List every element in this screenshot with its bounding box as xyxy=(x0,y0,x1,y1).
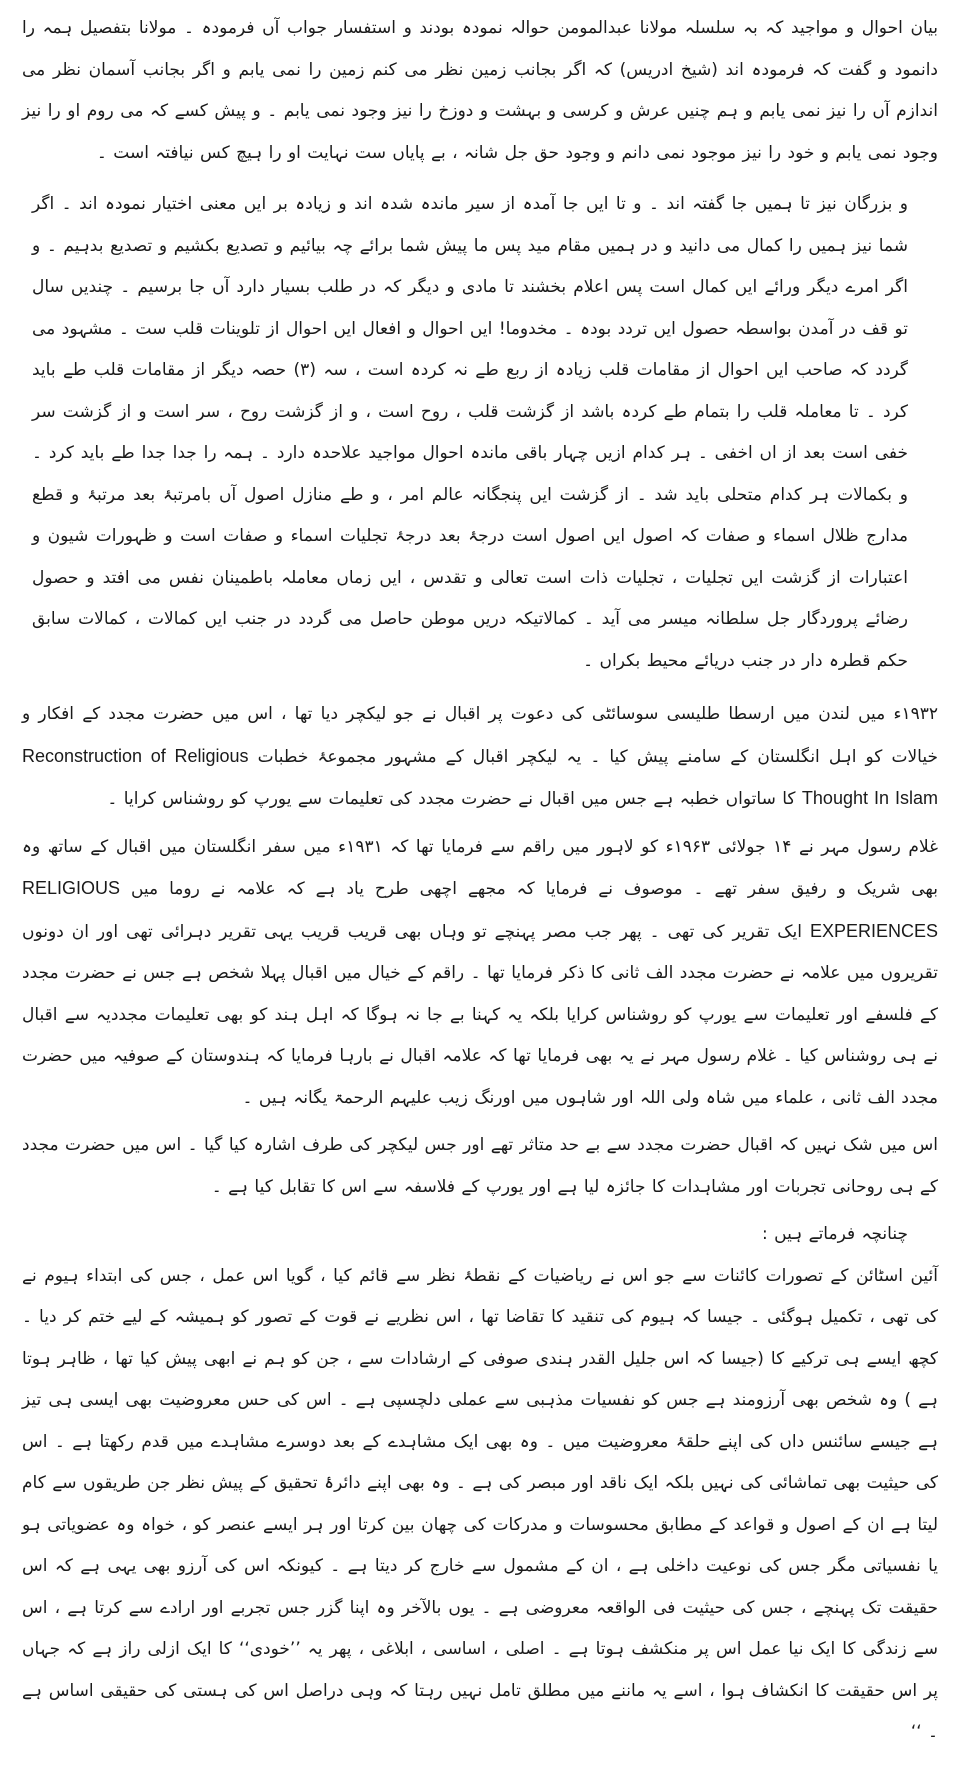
paragraph-london-lecture xyxy=(22,694,938,821)
paragraph-einstein-quote: آئین اسٹائن کے تصورات کائنات سے جو اس نے ریاضیات کے نقطۂ نظر سے قائم کیا ، گویا اس عمل ، جس کی ابتداء ہیوم نے کی تھی ، تکمیل ہوگئی ۔ جیسا کہ ہیوم کی تنقید کا تقاضا تھا ، اس نظریے نے قوت کے تصور کو ہمیشہ کے لیے ختم کر دیا ۔ کچھ ایسے ہی ترکیے کا (جیسا کہ اس جلیل القدر ہندی صوفی کے ارشادات سے ، جن کو ہم نے ابھی پیش کیا تھا ، ظاہر ہوتا ہے ) وہ شخص بھی آرزومند ہے جس کو نفسیات مذہبی سے عملی دلچسپی ہے ۔ اس کی حس معروضیت بھی ایسی ہی تیز ہے جیسے سائنس داں کی اپنے حلقۂ معروضیت میں ۔ وہ بھی ایک مشاہدے کے بعد دوسرے مشاہدے میں قدم رکھتا ہے ۔ اس کی حیثیت بھی تماشائی کی نہیں بلکہ ایک ناقد اور مبصر کی ہے ۔ وہ بھی اپنے دائرۂ تحقیق کے پیش نظر جن طریقوں سے کام لیتا ہے ان کے اصول و قواعد کے مطابق محسوسات و مدرکات کی چھان بین کرتا اور ہر ایسے عنصر کو ، خواہ وہ عضویاتی ہو یا نفسیاتی مگر جس کی نوعیت داخلی ہے ، ان کے مشمول سے خارج کر دیتا ہے ۔ کیونکہ اس کی آرزو بھی یہی ہے کہ اس حقیقت تک پہنچے ، جس کی حیثیت فی الواقعہ معروضی ہے ۔ یوں بالآخر وہ اپنا گزر جس تجربے اور ارادے سے کرتا ہے ، اس سے زندگی کا ایک نیا عمل اس پر منکشف ہوتا ہے ۔ اصلی ، اساسی ، ابلاغی ، پھر یہ ’’خودی‘‘ کا ایک ازلی راز ہے کہ جہاں پر اس حقیقت کا انکشاف ہوا ، اسے یہ ماننے میں مطلق تامل نہیں رہتا کہ وہی دراصل اس کی ہستی کی حقیقی اساس ہے ۔ ‘‘ xyxy=(22,1265,938,1742)
paragraph-iqbal-influence: اس میں شک نہیں کہ اقبال حضرت مجدد سے بے حد متاثر تھے اور جس لیکچر کی طرف اشارہ کیا گیا ۔ اس میں حضرت مجدد کے ہی روحانی تجربات اور مشاہدات کا جائزہ لیا ہے اور یورپ کے فلاسفہ سے اس کا تقابل کیا ہے ۔ xyxy=(22,1135,938,1197)
paragraph-mehr-before: غلام رسول مہر نے ۱۴ جولائی ۱۹۶۳ء کو لاہور میں راقم سے فرمایا تھا کہ ۱۹۳۱ء میں سفر انگلستان میں اقبال کے ساتھ وہ بھی شریک و رفیق سفر تھے ۔ موصوف نے فرمایا کہ مجھے اچھی طرح یاد ہے کہ علامہ نے روما میں xyxy=(22,836,938,899)
paragraph-chunancha: چنانچہ فرماتے ہیں : xyxy=(762,1224,908,1244)
paragraph-ghulam-rasool-mehr xyxy=(22,827,938,1120)
paragraph-mehr-after: ایک تقریر کی تھی ۔ پھر جب مصر پہنچے تو وہاں بھی قریب قریب یہی تقریر دہرائی تھی اور ان دونوں تقریروں میں علامہ نے حضرت مجدد الف ثانی کا ذکر فرمایا تھا ۔ راقم کے خیال میں اقبال پہلا شخص ہے جس نے حضرت مجدد کے فلسفے اور تعلیمات سے یورپ کو روشناس کرایا بلکہ یہ کہنا بے جا نہ ہوگا کہ اہل ہند کو بھی تعلیمات مجددیہ سے اقبال نے ہی روشناس کیا ۔ غلام رسول مہر نے یہ بھی فرمایا تھا کہ علامہ اقبال نے بارہا فرمایا کہ ہندوستان کے صوفیہ میں حضرت مجدد الف ثانی ، علماء میں شاہ ولی اللہ اور شاہوں میں اورنگ زیب علیہم الرحمۃ یگانہ ہیں ۔ xyxy=(22,921,938,1108)
paragraph-persian-quote: و بزرگان نیز تا ہمیں جا گفتہ اند ۔ و تا ایں جا آمدہ از سیر ماندہ شدہ اند و زیادہ بر ایں معنی اختیار نمودہ اند ۔ اگر شما نیز ہمیں را کمال می دانید و در ہمیں مقام مید پس ما پیش شما برائے چہ بیائیم و تصدیع بکشیم و تصدیع بدہیم ۔ و اگر امرے دیگر ورائے ایں کمال است پس اعلام بخشند تا مادی و دیگر کہ در طلب بسیار دارد آں جا برسیم ۔ چندیں سال تو قف در آمدن بواسطہ حصول ایں تردد بودہ ۔ مخدوما! ایں احوال و افعال ایں احوال از تلوینات قلب ست ۔ مشہود می گردد کہ صاحب ایں احوال از مقامات قلب زیادہ از ربع طے نہ کردہ است ، سہ (۳) حصہ دیگر از مقامات قلب طے باید کرد ۔ تا معاملہ قلب را بتمام طے کردہ باشد از گزشت قلب ، روح است ، و از گزشت روح ، سر است و از گزشت سر خفی است بعد از اں اخفی ۔ ہر کدام ازیں چہار باقی ماندہ احوال مواجید علاحدہ دارد ۔ ہمہ را جدا جدا طے باید کرد ۔ و بکمالات ہر کدام متحلی باید شد ۔ از گزشت ایں پنجگانہ عالم امر ، و طے منازل اصول آں بامرتبۂ بعد مرتبۂ و قطع مدارج ظلال اسماء و صفات کہ اصول ایں اصول است درجۂ بعد درجۂ تجلیات اسماء و صفات است و ظہورات شیون و اعتبارات از گزشت ایں تجلیات ، تجلیات ذات است تعالی و تقدس ، ایں زماں معاملہ باطمینان نفس می افتد و حصول رضائے پروردگار جل سلطانہ میسر می آید ۔ کمالاتیکہ دریں موطن حاصل می گردد در جنب ایں کمالات ، کمالات سابق حکم قطرہ دار در جنب دریائے محیط بکراں ۔ xyxy=(32,194,908,671)
book-title-english: Reconstruction of Religious Thought In Islam xyxy=(22,745,938,808)
paragraph-london-lecture-before: ۱۹۳۲ء میں لندن میں ارسطا طلیسی سوسائٹی کی دعوت پر اقبال نے جو لیکچر دیا تھا ، اس میں حضرت مجدد کے افکار و خیالات کو اہل انگلستان کے سامنے پیش کیا ۔ یہ لیکچر اقبال کے مشہور مجموعۂ خطبات xyxy=(22,704,939,767)
paragraph-london-lecture-after: کا ساتواں خطبہ ہے جس میں اقبال نے حضرت مجدد کی تعلیمات سے یورپ کو روشناس کرایا ۔ xyxy=(107,789,796,809)
lecture-title-english: RELIGIOUS EXPERIENCES xyxy=(22,878,938,941)
paragraph-ahwal-mawajid: بیان احوال و مواجید کہ بہ سلسلہ مولانا عبدالمومن حوالہ نمودہ بودند و استفسار جواب آں فرمودہ ۔ مولانا بتفصیل ہمہ را دانمود و گفت کہ فرمودہ اند (شیخ ادریس) کہ اگر بجانب زمین نظر می کنم زمین را نمی یابم و اگر بجانب آسمان نظر می اندازم آں را نیز نمی یابم و ہم چنیں عرش و کرسی و بہشت و دوزخ را نیز وجود نمی یابم ۔ و پیش کسے کہ می روم او را نیز وجود نمی یابم و خود را نیز موجود نمی دانم و وجود حق جل شانہ ، بے پایاں ست نہایت او را ہیچ کس نیافتہ است ۔ xyxy=(22,18,938,163)
